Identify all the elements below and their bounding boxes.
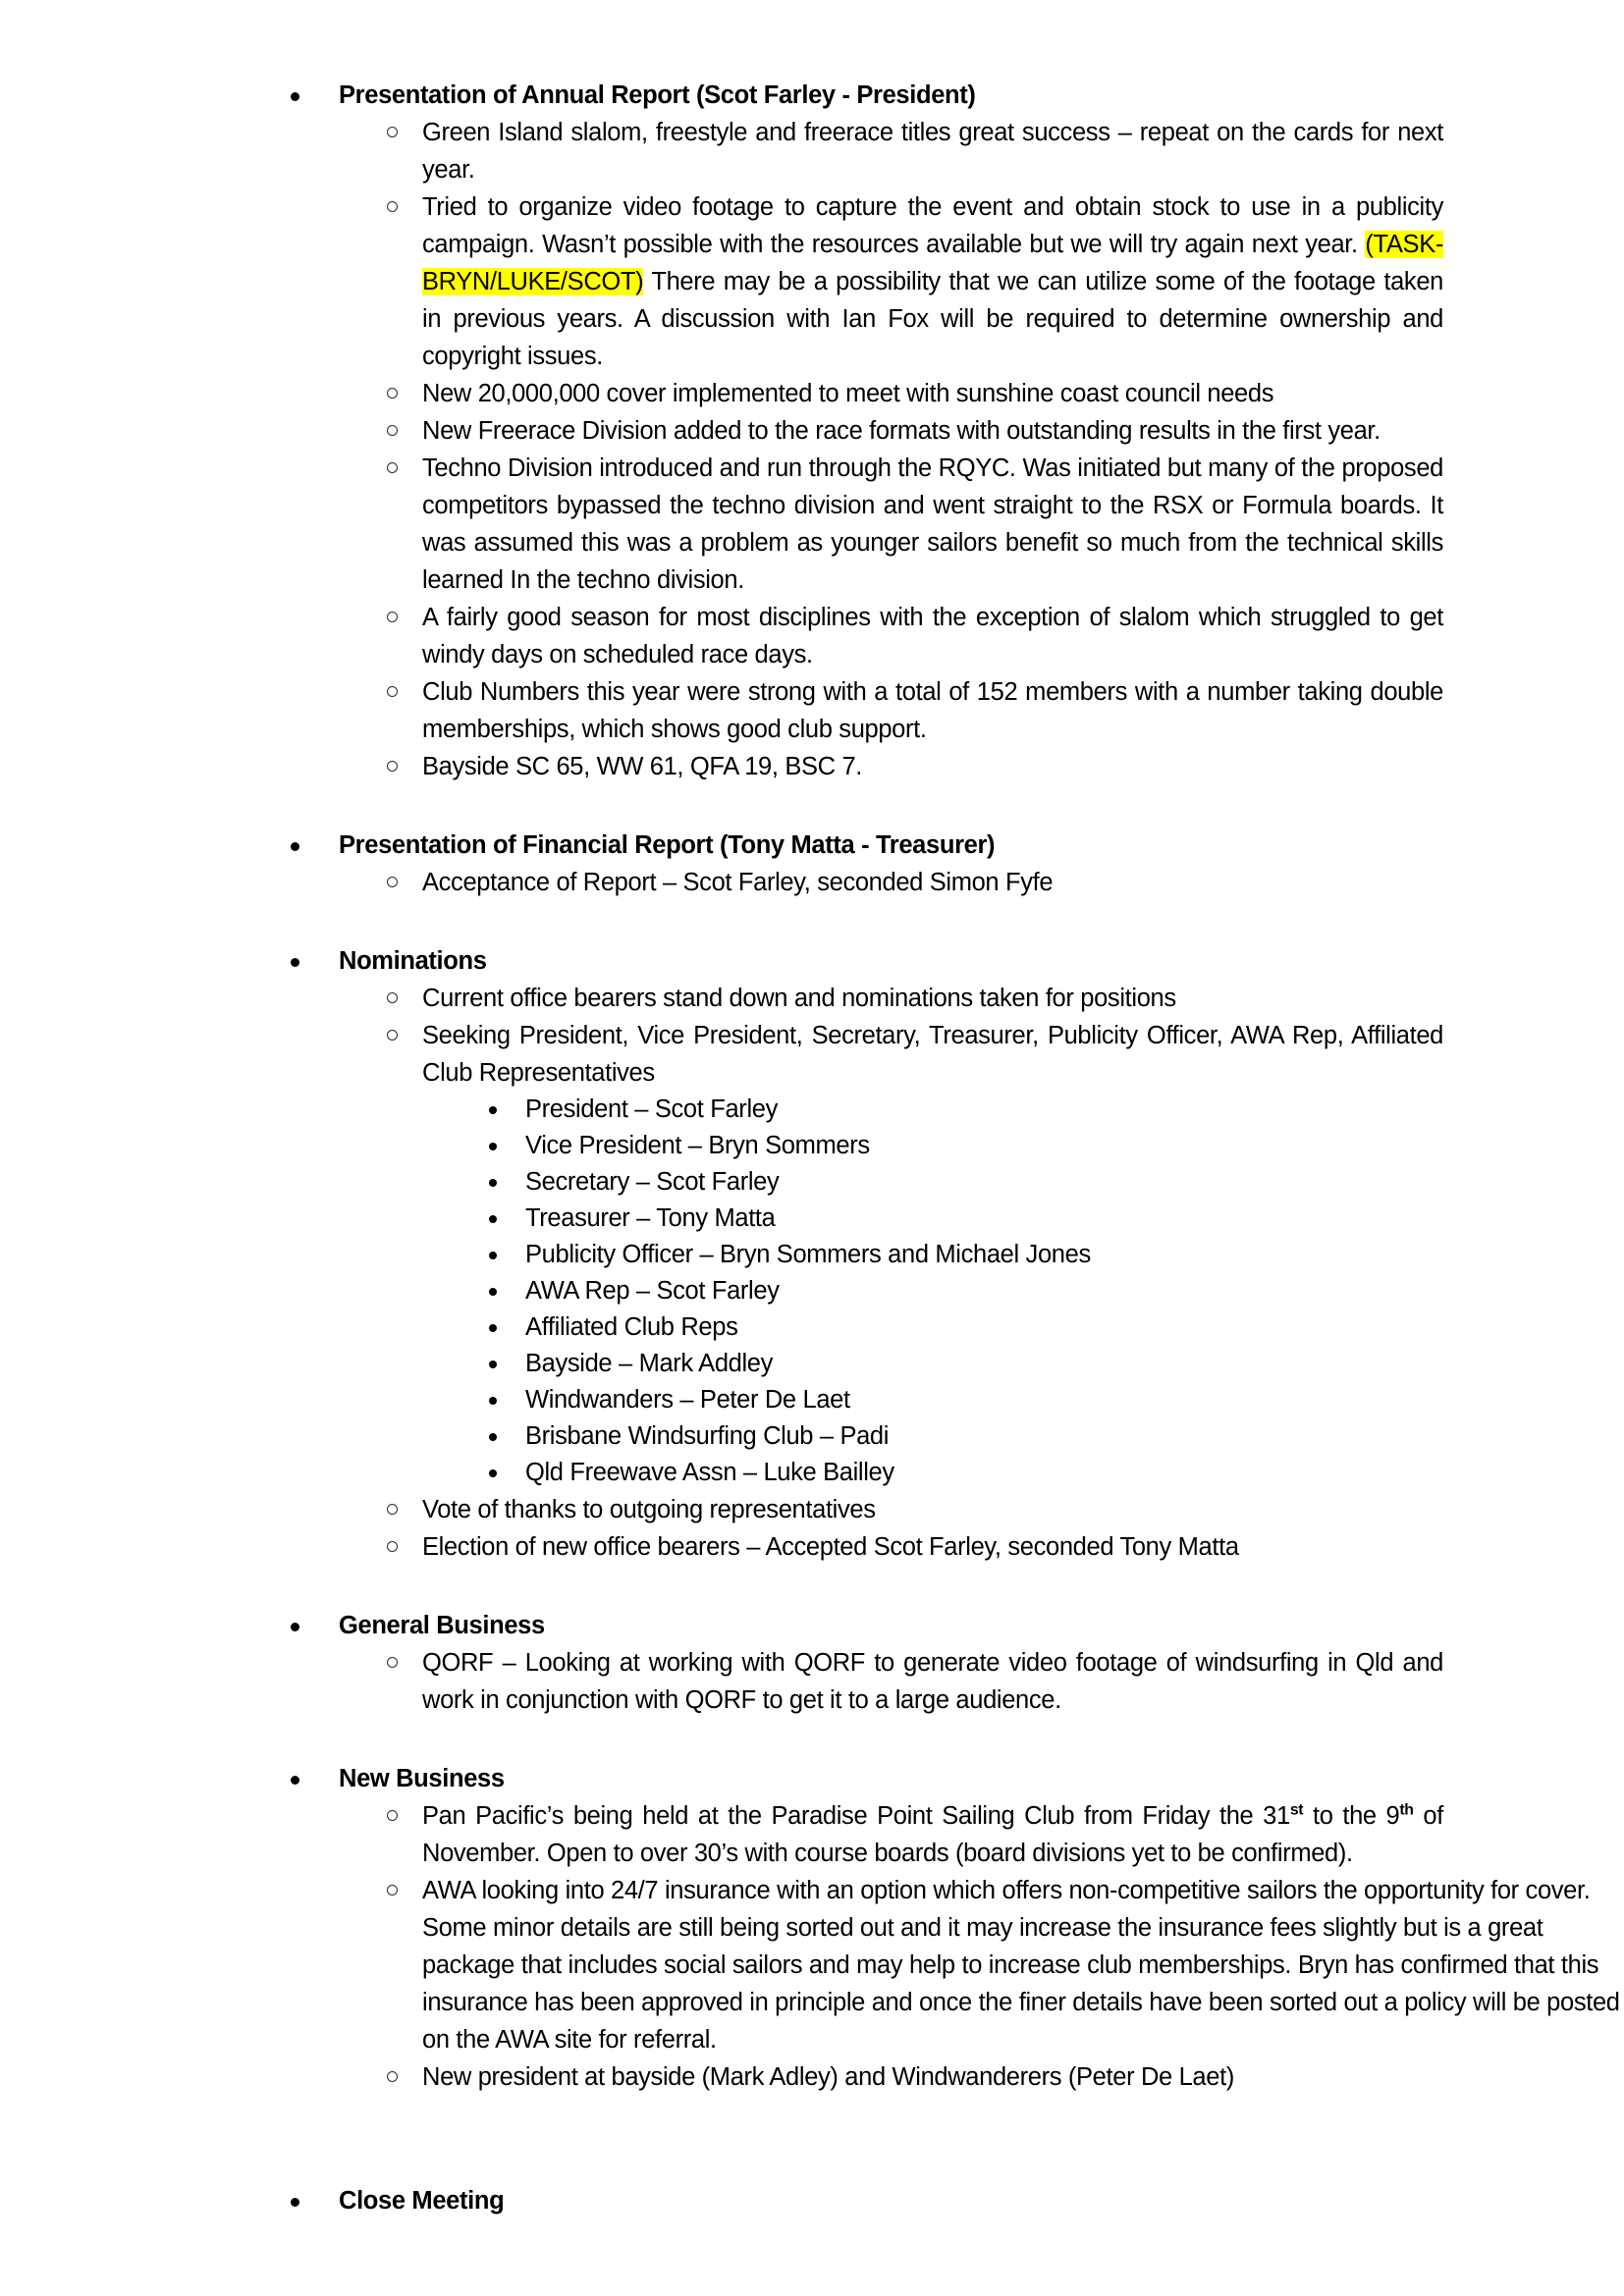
list-item — [0, 1455, 1624, 1491]
section-spacer — [0, 1566, 1624, 1607]
list-item — [0, 1092, 1624, 1128]
section-heading-text: General Business — [339, 1612, 545, 1639]
section-heading-general-business — [0, 1607, 1624, 1644]
list-item-text: Current office bearers stand down and nominations taken for positions — [422, 985, 1176, 1012]
section-spacer — [0, 901, 1624, 942]
section-items-new-business — [0, 1797, 1624, 2096]
list-item — [0, 864, 1624, 901]
section-items-annual-report — [0, 114, 1624, 785]
section-spacer — [0, 2153, 1624, 2182]
bullet-circle-icon — [387, 425, 398, 436]
list-item — [0, 599, 1624, 673]
bullet-circle-icon — [387, 761, 398, 772]
highlighted-task-tag: (TASK-BRYN/LUKE/SCOT) — [422, 231, 1443, 295]
list-item-text: Acceptance of Report – Scot Farley, seconded Simon Fyfe — [422, 869, 1054, 896]
nomination-windwanders: Windwanders – Peter De Laet — [525, 1386, 850, 1414]
list-item — [0, 1346, 1624, 1382]
list-item — [0, 1872, 1624, 2058]
bullet-circle-icon — [387, 462, 398, 473]
section-heading-text: New Business — [339, 1765, 505, 1792]
list-item-text: Green Island slalom, freestyle and freerace titles great success – repeat on the cards for next year. — [422, 119, 1443, 184]
bullet-disc-icon — [489, 1433, 497, 1441]
bullet-disc-icon — [291, 1623, 299, 1631]
bullet-disc-icon — [489, 1143, 497, 1150]
bullet-disc-icon — [489, 1397, 497, 1405]
bullet-circle-icon — [387, 1541, 398, 1552]
list-item-text: New Freerace Division added to the race formats with outstanding results in the first year. — [422, 417, 1380, 445]
list-item — [0, 1528, 1624, 1566]
pan-pacifics-text-part3: of November. Open to over 30’s with course boards (board divisions yet to be confirmed). — [422, 1802, 1443, 1867]
section-heading-new-business — [0, 1760, 1624, 1797]
bullet-circle-icon — [387, 992, 398, 1003]
pan-pacifics-text-part1: Pan Pacific’s being held at the Paradise Point Sailing Club from Friday the 31 — [422, 1802, 1290, 1830]
nomination-vice-president: Vice President – Bryn Sommers — [525, 1132, 870, 1159]
list-item — [0, 1644, 1624, 1719]
bullet-disc-icon — [489, 1288, 497, 1296]
section-heading-nominations — [0, 942, 1624, 980]
section-heading-text: Presentation of Annual Report (Scot Farley - President) — [339, 81, 976, 109]
section-items-financial-report — [0, 864, 1624, 901]
bullet-disc-icon — [489, 1469, 497, 1477]
list-item-text: QORF – Looking at working with QORF to generate video footage of windsurfing in Qld and work in conjunction with QORF to get it to a large audience. — [422, 1649, 1443, 1714]
bullet-circle-icon — [387, 127, 398, 137]
bullet-disc-icon — [291, 958, 299, 967]
pan-pacifics-text-part2: to the 9 — [1303, 1802, 1400, 1830]
nomination-secretary: Secretary – Scot Farley — [525, 1168, 780, 1196]
bullet-disc-icon — [489, 1215, 497, 1223]
bullet-circle-icon — [387, 1885, 398, 1896]
list-item — [0, 450, 1624, 599]
bullet-circle-icon — [387, 1810, 398, 1821]
nomination-brisbane-windsurfing-club: Brisbane Windsurfing Club – Padi — [525, 1422, 890, 1450]
section-items-general-business — [0, 1644, 1624, 1719]
list-item — [0, 748, 1624, 785]
section-heading-financial-report — [0, 827, 1624, 864]
list-item-text: New 20,000,000 cover implemented to meet with sunshine coast council needs — [422, 380, 1274, 407]
nomination-treasurer: Treasurer – Tony Matta — [525, 1204, 776, 1232]
list-item — [0, 1017, 1624, 1092]
list-item — [0, 1309, 1624, 1346]
list-item-text: Vote of thanks to outgoing representatives — [422, 1496, 876, 1523]
nomination-president: President – Scot Farley — [525, 1095, 778, 1123]
bullet-circle-icon — [387, 686, 398, 697]
section-items-nominations — [0, 980, 1624, 1566]
list-item-text: Techno Division introduced and run through the RQYC. Was initiated but many of the proposed competitors bypassed the techno division and went straight to the RSX or Formula boards. It was assumed this was a problem as younger sailors benefit so much from the technical skills learned In the techno division. — [422, 454, 1443, 594]
nomination-qld-freewave-assn: Qld Freewave Assn – Luke Bailley — [525, 1459, 894, 1486]
minutes-outline — [0, 77, 1624, 2219]
ordinal-suffix-th: th — [1399, 1801, 1414, 1819]
list-item — [0, 1797, 1624, 1872]
list-item — [0, 2058, 1624, 2096]
list-item — [0, 1237, 1624, 1273]
section-spacer — [0, 2096, 1624, 2153]
nomination-bayside: Bayside – Mark Addley — [525, 1350, 774, 1377]
list-item-text: Seeking President, Vice President, Secretary, Treasurer, Publicity Officer, AWA Rep, Affiliated Club Representatives — [422, 1022, 1443, 1087]
nominations-position-list — [0, 1092, 1624, 1491]
ordinal-suffix-st: st — [1289, 1801, 1304, 1819]
section-heading-close-meeting — [0, 2182, 1624, 2219]
section-heading-annual-report — [0, 77, 1624, 114]
list-item-text: New president at bayside (Mark Adley) and Windwanderers (Peter De Laet) — [422, 2063, 1234, 2091]
list-item — [0, 1273, 1624, 1309]
list-item-text-post: There may be a possibility that we can utilize some of the footage taken in previous years. A discussion with Ian Fox will be required to determine ownership and copyright issues. — [422, 268, 1443, 370]
bullet-circle-icon — [387, 1657, 398, 1668]
list-item-text: Club Numbers this year were strong with a total of 152 members with a number taking double memberships, which shows good club support. — [422, 678, 1443, 743]
bullet-disc-icon — [291, 842, 299, 851]
section-spacer — [0, 1719, 1624, 1760]
list-item — [0, 1418, 1624, 1455]
list-item-text: Election of new office bearers – Accepted Scot Farley, seconded Tony Matta — [422, 1533, 1239, 1561]
list-item-text: A fairly good season for most disciplines with the exception of slalom which struggled to get windy days on scheduled race days. — [422, 604, 1443, 668]
list-item — [0, 1128, 1624, 1164]
bullet-circle-icon — [387, 201, 398, 212]
nomination-awa-rep: AWA Rep – Scot Farley — [525, 1277, 780, 1305]
list-item — [0, 412, 1624, 450]
section-heading-text: Presentation of Financial Report (Tony Matta - Treasurer) — [339, 831, 996, 859]
bullet-circle-icon — [387, 1030, 398, 1041]
list-item — [0, 114, 1624, 188]
list-item — [0, 1491, 1624, 1528]
nomination-publicity-officer: Publicity Officer – Bryn Sommers and Michael Jones — [525, 1241, 1091, 1268]
bullet-circle-icon — [387, 1504, 398, 1515]
bullet-disc-icon — [291, 2198, 299, 2207]
bullet-disc-icon — [291, 92, 299, 101]
list-item — [0, 980, 1624, 1017]
list-item — [0, 673, 1624, 748]
bullet-circle-icon — [387, 2071, 398, 2082]
list-item — [0, 375, 1624, 412]
list-item — [0, 1164, 1624, 1201]
bullet-disc-icon — [489, 1324, 497, 1332]
section-spacer — [0, 785, 1624, 827]
bullet-disc-icon — [291, 1776, 299, 1785]
section-heading-text: Nominations — [339, 947, 487, 975]
list-item-text: AWA looking into 24/7 insurance with an option which offers non-competitive sailors the opportunity for cover. Some minor details are still being sorted out and it may increase the insurance fees slightly but is a great package that includes social sailors and may help to increase club memberships. Bryn has confirmed that this insurance has been approved in principle and once the finer details have been sorted out a policy will be posted on the AWA site for referral. — [422, 1877, 1620, 2054]
nomination-affiliated-club-reps: Affiliated Club Reps — [525, 1313, 738, 1341]
document-body — [0, 77, 1624, 2219]
list-item — [0, 1201, 1624, 1237]
list-item — [0, 188, 1624, 375]
list-item-text: Bayside SC 65, WW 61, QFA 19, BSC 7. — [422, 753, 863, 780]
bullet-circle-icon — [387, 612, 398, 622]
list-item — [0, 1382, 1624, 1418]
bullet-circle-icon — [387, 877, 398, 887]
list-item-text-pre: Tried to organize video footage to capture the event and obtain stock to use in a publicity campaign. Wasn’t possible with the resources available but we will try again next year. — [422, 193, 1443, 258]
bullet-circle-icon — [387, 388, 398, 399]
bullet-disc-icon — [489, 1252, 497, 1259]
bullet-disc-icon — [489, 1106, 497, 1114]
section-heading-text: Close Meeting — [339, 2187, 505, 2215]
bullet-disc-icon — [489, 1361, 497, 1368]
bullet-disc-icon — [489, 1179, 497, 1187]
